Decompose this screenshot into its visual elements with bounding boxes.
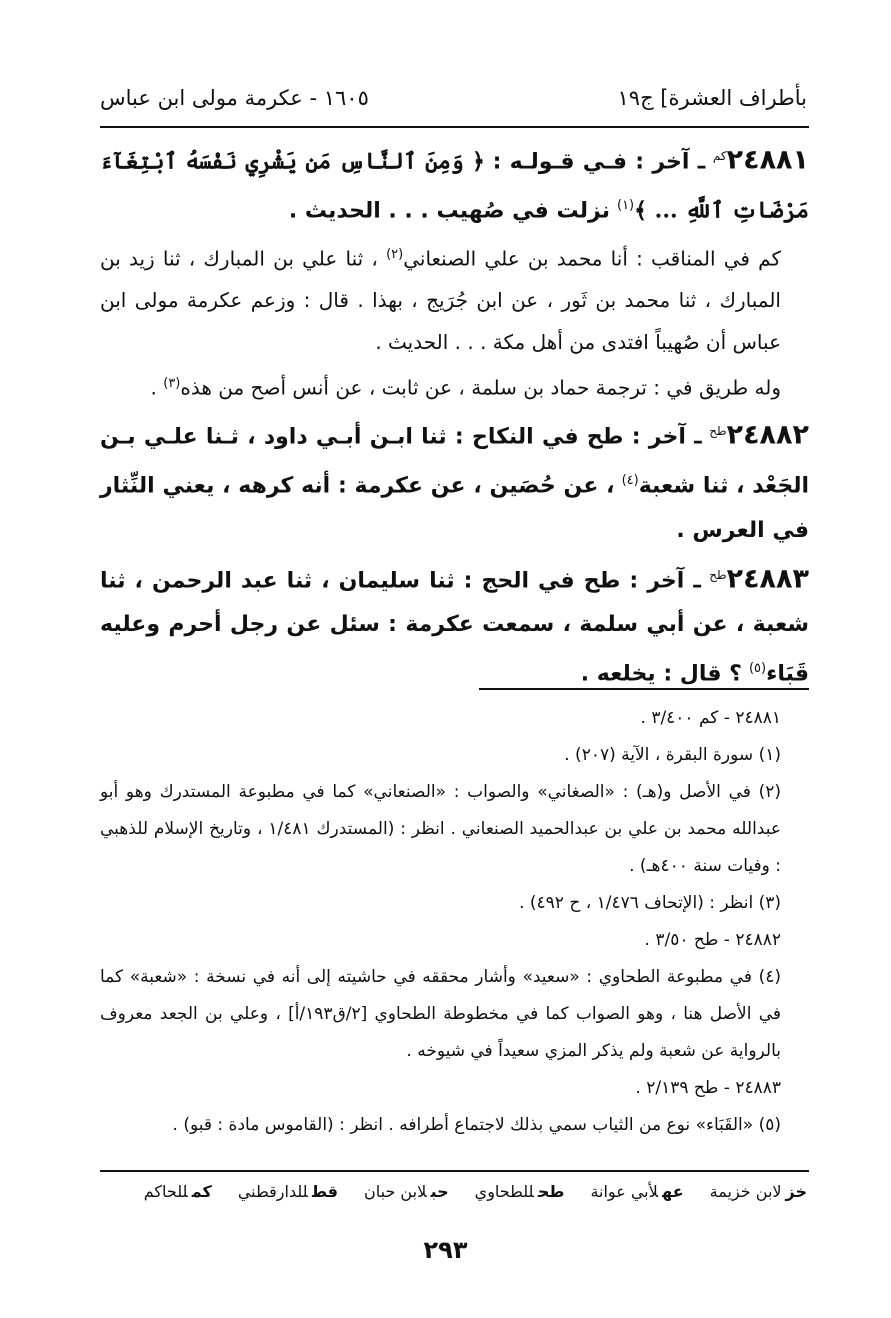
legend-name: لأبي عوانة	[590, 1182, 659, 1201]
entry-text: ؟ قال : يخلعه .	[580, 661, 742, 687]
entry-24881	[100, 134, 809, 234]
legend-item	[710, 1182, 807, 1201]
entry-text: ـ آخر : طح في النكاح : ثنا ابـن أبـي داود ، ثـنا علـي بـن الجَعْد ، ثنا شعبة	[100, 424, 809, 499]
footnote-ref: (٣)	[163, 376, 181, 392]
paragraph-manaqib	[100, 234, 809, 364]
abbreviation-legend	[100, 1182, 807, 1201]
footnote: (٣) انظر : (الإتحاف ١/٤٧٦ ، ح ٤٩٢) .	[519, 893, 781, 913]
footnote-source: ٢٤٨٨٢ - طح ٣/٥٠ .	[644, 930, 781, 950]
entry-number: ٢٤٨٨٣	[726, 562, 809, 594]
footnote-source: ٢٤٨٨١ - كم ٣/٤٠٠ .	[640, 708, 781, 728]
legend-item	[238, 1182, 338, 1201]
header-rule	[100, 126, 809, 128]
paragraph-text: وله طريق في : ترجمة حماد بن سلمة ، عن ثابت ، عن أنس أصح من هذه	[180, 375, 781, 400]
footnote: (٥) «القَبَاء» نوع من الثياب سمي بذلك لاجتماع أطرافه . انظر : (القاموس مادة : قبو) .	[172, 1115, 781, 1135]
footnote-separator	[479, 688, 809, 690]
legend-abbr: خز	[785, 1182, 807, 1201]
entry-text: ، عن حُصَين ، عن عكرمة : أنه كرهه ، يعني النِّثار في العرس .	[100, 473, 809, 543]
running-head-book-title: بأطراف العشرة] ج١٩	[617, 86, 807, 110]
legend-rule	[100, 1170, 809, 1172]
footnote-ref: (١)	[616, 198, 635, 214]
paragraph-tariq	[100, 363, 809, 409]
legend-abbr: كم	[191, 1182, 212, 1201]
paragraph-text: ، ثنا علي بن المبارك ، ثنا زيد بن المبارك ، ثنا محمد بن ثَور ، عن ابن جُرَيج ، بهذا . قال : وزعم عكرمة مولى ابن عباس أن صُهيباً افتدى من أهل مكة . . . الحديث .	[100, 246, 781, 355]
legend-name: لابن خزيمة	[709, 1182, 782, 1201]
footnote: (٢) في الأصل و(هـ) : «الصغاني» والصواب : «الصنعاني» كما في مطبوعة المستدرك وهو أبو عبدالله محمد بن علي بن عبدالحميد الصنعاني . انظر : (المستدرك ١/٤٨١ ، وتاريخ الإسلام للذهبي : وفيات سنة ٤٠٠هـ) .	[100, 782, 781, 876]
entry-number: ٢٤٨٨٢	[726, 419, 809, 451]
main-text	[100, 134, 809, 696]
footnote-ref: (٤)	[621, 473, 639, 489]
footnote-ref: (٥)	[748, 660, 767, 676]
entry-text: ـ آخر : طح في الحج : ثنا سليمان ، ثنا عبد الرحمن ، ثنا شعبة ، عن أبي سلمة ، سمعت عكرمة : سئل عن رجل أحرم وعليه قَبَاء	[100, 567, 809, 687]
entry-tail: نزلت في صُهيب . . . الحديث .	[288, 198, 610, 224]
running-head-chapter: ١٦٠٥ - عكرمة مولى ابن عباس	[100, 86, 369, 110]
legend-abbr: حب	[430, 1182, 449, 1201]
paragraph-text: كم في المناقب : أنا محمد بن علي الصنعاني	[403, 246, 782, 271]
footnote-ref: (٢)	[386, 246, 404, 262]
quran-verse: ﴿ وَمِنَ ٱلنَّاسِ مَن يَشْرِي نَفْسَهُ ٱبْتِغَآءَ مَرْضَاتِ ٱللَّهِ ... ﴾	[100, 148, 809, 224]
legend-item	[144, 1182, 212, 1201]
entry-siglum: طح	[709, 423, 727, 438]
legend-name: لابن حبان	[364, 1182, 427, 1201]
legend-name: للدارقطني	[237, 1182, 308, 1201]
entry-24883	[100, 553, 809, 697]
footnote: (١) سورة البقرة ، الآية (٢٠٧) .	[564, 745, 781, 765]
entry-24882	[100, 409, 809, 553]
entry-siglum: طح	[709, 567, 727, 582]
running-head	[100, 78, 807, 118]
footnotes	[100, 700, 809, 1144]
legend-abbr: طح	[537, 1182, 565, 1201]
entry-heading: ـ آخر : فـي قـولـه :	[492, 149, 706, 175]
legend-item	[475, 1182, 565, 1201]
legend-name: للطحاوي	[474, 1182, 534, 1201]
legend-item	[364, 1182, 449, 1201]
legend-abbr: عه	[662, 1182, 684, 1201]
entry-siglum: كم	[712, 149, 727, 163]
legend-item	[590, 1182, 683, 1201]
page-number: ٢٩٣	[423, 1236, 468, 1264]
footnote: (٤) في مطبوعة الطحاوي : «سعيد» وأشار محققه في حاشيته إلى أنه في نسخة : «شعبة» كما في الأصل هنا ، وهو الصواب كما في مخطوطة الطحاوي [٢/ق١٩٣/أ] ، وعلي بن الجعد معروف بالرواية عن شعبة ولم يذكر المزي سعيداً في شيوخه .	[100, 967, 781, 1061]
legend-name: للحاكم	[143, 1182, 188, 1201]
entry-number: ٢٤٨٨١	[726, 144, 810, 176]
paragraph-end: .	[150, 375, 164, 400]
footnote-source: ٢٤٨٨٣ - طح ٢/١٣٩ .	[635, 1078, 781, 1098]
legend-abbr: قط	[311, 1182, 338, 1201]
